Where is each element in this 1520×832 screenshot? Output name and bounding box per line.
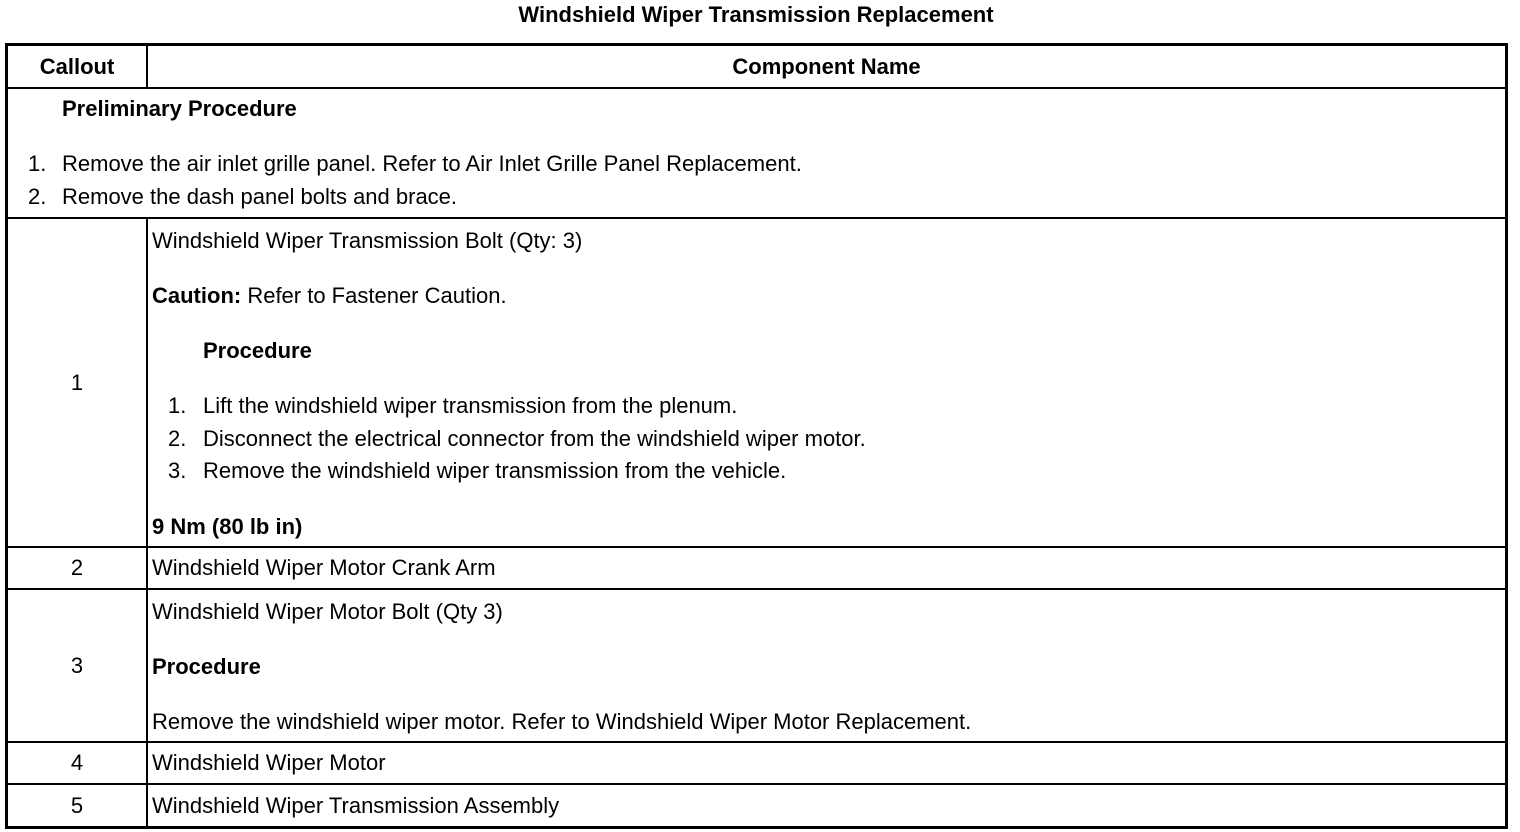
component-name: Windshield Wiper Transmission Assembly: [152, 793, 560, 818]
preliminary-step-number: 2.: [28, 184, 47, 209]
preliminary-heading: Preliminary Procedure: [62, 96, 297, 121]
callout-number: 4: [70, 750, 84, 775]
component-name: Windshield Wiper Motor: [152, 750, 386, 775]
procedure-step-number: 1.: [168, 393, 187, 418]
preliminary-step-text: Remove the air inlet grille panel. Refer to Air Inlet Grille Panel Replacement.: [62, 151, 802, 176]
procedure-heading: Procedure: [152, 654, 261, 679]
table-row: [8, 217, 1505, 546]
procedure-text: Remove the windshield wiper motor. Refer to Windshield Wiper Motor Replacement.: [152, 709, 972, 734]
torque-spec: 9 Nm (80 lb in): [152, 514, 303, 539]
table-header-row: [8, 46, 1505, 87]
callout-number: 1: [70, 369, 84, 395]
preliminary-step-number: 1.: [28, 151, 47, 176]
page-title: Windshield Wiper Transmission Replacement: [518, 2, 994, 27]
procedure-step-number: 2.: [168, 426, 187, 451]
procedure-step-text: Disconnect the electrical connector from the windshield wiper motor.: [203, 426, 866, 451]
column-header-component: [146, 46, 1505, 87]
caution-text: Refer to Fastener Caution.: [241, 283, 507, 308]
procedure-heading: Procedure: [203, 338, 312, 363]
component-name: Windshield Wiper Transmission Bolt (Qty: 3): [152, 228, 583, 253]
component-name: Windshield Wiper Motor Crank Arm: [152, 555, 496, 580]
components-table: [5, 43, 1508, 829]
preliminary-step-text: Remove the dash panel bolts and brace.: [62, 184, 458, 209]
procedure-step-text: Remove the windshield wiper transmission from the vehicle.: [203, 458, 787, 483]
component-cell: [146, 743, 1505, 783]
callout-number: 5: [70, 792, 84, 818]
component-cell: [146, 785, 1505, 826]
table-row: [8, 546, 1505, 588]
callout-number: 3: [70, 652, 84, 678]
procedure-step-text: Lift the windshield wiper transmission from the plenum.: [203, 393, 738, 418]
caution-line: [152, 283, 507, 309]
column-header-callout: Callout: [39, 53, 115, 79]
caution-label: Caution:: [152, 283, 242, 308]
callout-number: 2: [70, 555, 84, 580]
preliminary-procedure-row: [8, 87, 1505, 217]
component-cell: [146, 590, 1505, 741]
table-row: [8, 741, 1505, 783]
component-cell: [146, 219, 1505, 546]
procedure-step-number: 3.: [168, 458, 187, 483]
component-name: Windshield Wiper Motor Bolt (Qty 3): [152, 599, 503, 624]
column-header-component-label: Component Name: [732, 53, 921, 79]
table-row: [8, 783, 1505, 826]
table-row: [8, 588, 1505, 741]
component-cell: [146, 548, 1505, 588]
